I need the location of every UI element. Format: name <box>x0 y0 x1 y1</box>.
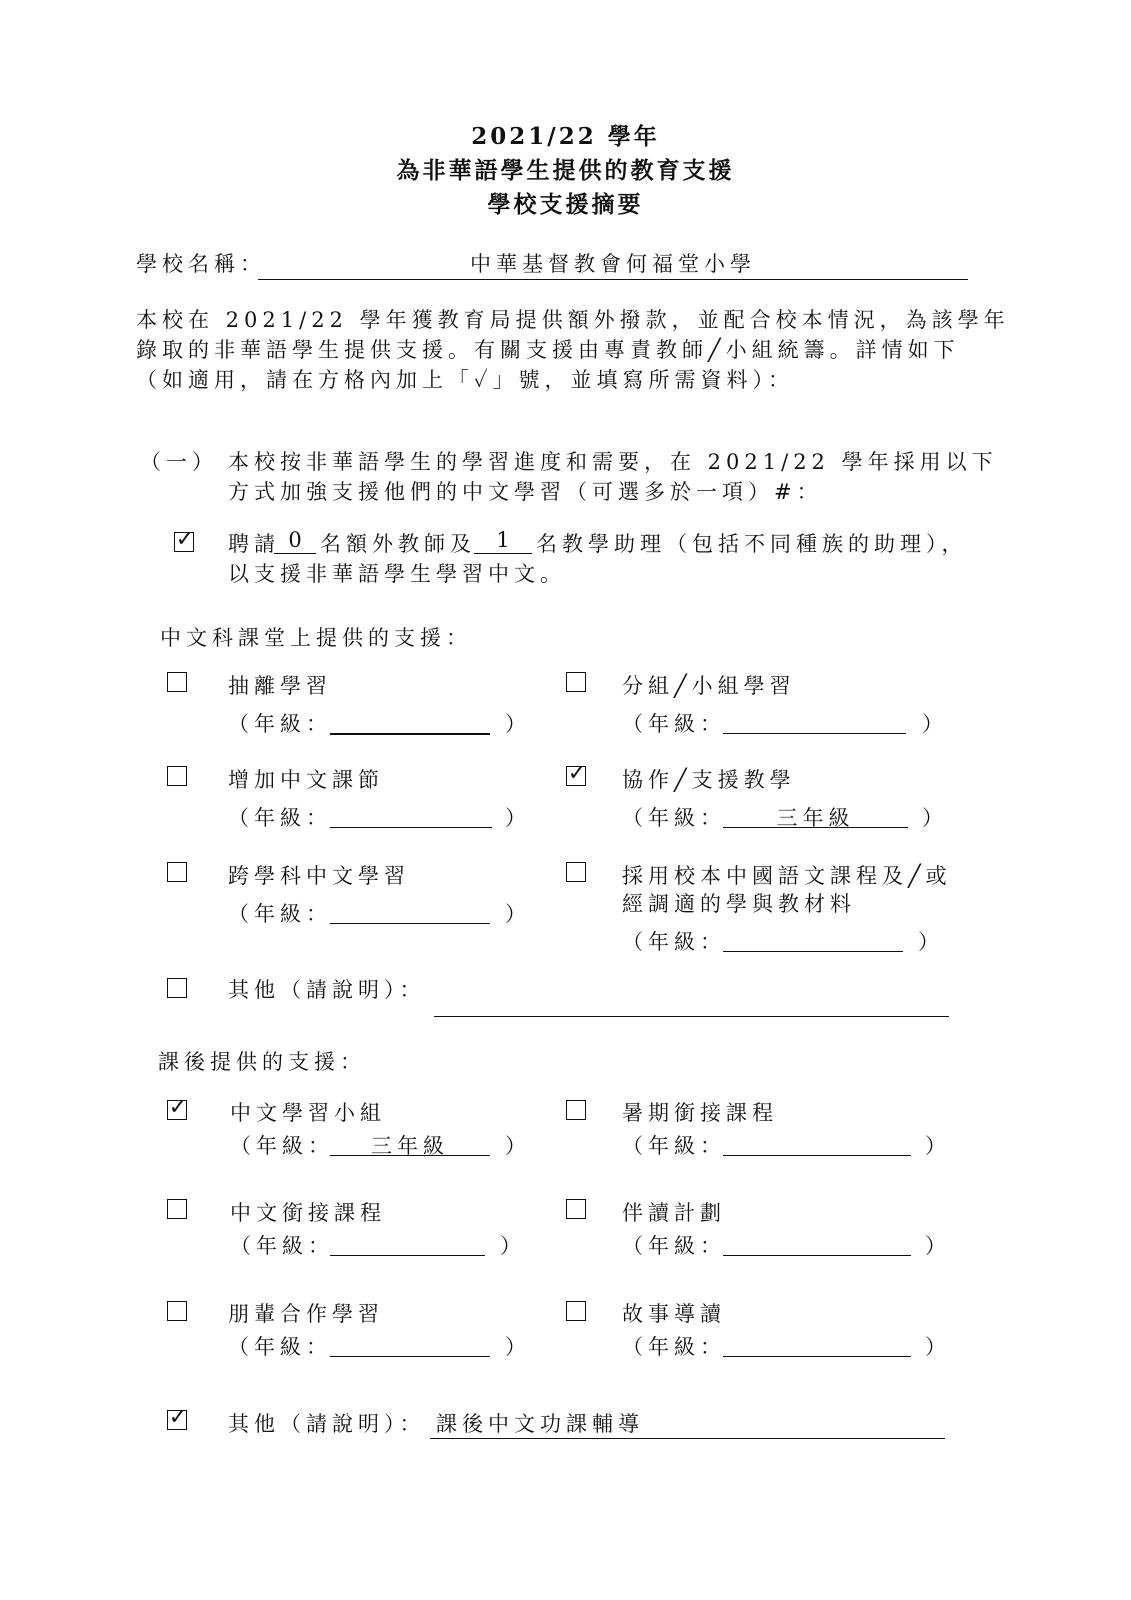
grade-label: （年級： <box>228 902 332 926</box>
grade-label: （年級： <box>230 1234 334 1258</box>
group-learning-grade-underline <box>723 733 906 734</box>
summer-bridging-course-checkbox[interactable] <box>566 1100 586 1120</box>
after-class-other-label: 其他（請說明）： <box>228 1412 426 1436</box>
pull-out-learning-checkbox[interactable] <box>167 672 187 692</box>
grade-close: ） <box>922 712 943 736</box>
peer-cooperative-learning-label: 朋輩合作學習 <box>228 1302 384 1326</box>
school-based-curriculum-label-2: 經調適的學與教材料 <box>622 892 856 916</box>
grade-close: ） <box>505 1134 526 1158</box>
teaching-assistants-count[interactable]: 1 <box>496 528 510 552</box>
school-name-underline <box>258 279 968 280</box>
extra-chinese-lessons-checkbox[interactable] <box>167 766 187 786</box>
grade-label: （年級： <box>230 1134 334 1158</box>
school-based-curriculum-grade-underline <box>723 951 903 952</box>
grade-close: ） <box>505 712 526 736</box>
guided-story-reading-grade-underline <box>723 1356 911 1357</box>
reading-partner-scheme-label: 伴讀計劃 <box>622 1201 726 1225</box>
group-learning-label: 分組╱小組學習 <box>622 674 796 698</box>
in-class-other-checkbox[interactable] <box>167 978 187 998</box>
co-teaching-grade[interactable]: 三年級 <box>776 806 855 830</box>
intro-line-2: 錄取的非華語學生提供支援。有關支援由專責教師╱小組統籌。詳情如下 <box>136 338 960 362</box>
after-class-support-heading: 課後提供的支援： <box>158 1050 366 1074</box>
grade-close: ） <box>918 930 939 954</box>
extra-teachers-count[interactable]: 0 <box>288 528 302 552</box>
school-name-value[interactable]: 中華基督教會何福堂小學 <box>470 252 756 276</box>
pull-out-learning-label: 抽離學習 <box>228 674 332 698</box>
peer-cooperative-learning-grade-underline <box>330 1356 490 1357</box>
grade-close: ） <box>505 902 526 926</box>
teachers-underline <box>274 553 316 554</box>
group-learning-checkbox[interactable] <box>566 672 586 692</box>
document-title: 為非華語學生提供的教育支援 <box>396 157 735 184</box>
grade-close: ） <box>925 1335 946 1359</box>
extra-chinese-lessons-label: 增加中文課節 <box>228 768 384 792</box>
peer-cooperative-learning-checkbox[interactable] <box>167 1301 187 1321</box>
chinese-bridging-course-checkbox[interactable] <box>167 1199 187 1219</box>
check-mark-icon: ✓ <box>175 527 195 552</box>
grade-close: ） <box>925 1134 946 1158</box>
guided-story-reading-checkbox[interactable] <box>566 1301 586 1321</box>
cross-curricular-learning-grade-underline <box>330 923 490 924</box>
assistants-underline <box>474 553 532 554</box>
cross-curricular-learning-checkbox[interactable] <box>167 862 187 882</box>
co-teaching-label: 協作╱支援教學 <box>622 768 796 792</box>
section-1-line-2: 方式加強支援他們的中文學習（可選多於一項）#： <box>228 480 823 504</box>
in-class-other-label: 其他（請說明）： <box>228 978 426 1002</box>
guided-story-reading-label: 故事導讀 <box>622 1302 726 1326</box>
grade-label: （年級： <box>622 1234 726 1258</box>
grade-label: （年級： <box>228 806 332 830</box>
chinese-bridging-course-grade-underline <box>330 1255 485 1256</box>
hire-text-line-2: 以支援非華語學生學習中文。 <box>228 562 566 586</box>
hire-text-part-1: 聘請 <box>228 532 280 556</box>
extra-chinese-lessons-grade-underline <box>330 827 492 828</box>
pull-out-learning-grade-underline <box>330 733 490 735</box>
document-year: 2021/22 學年 <box>471 123 660 150</box>
hire-text-part-2: 名額外教師及 <box>320 532 476 556</box>
after-class-other-value[interactable]: 課後中文功課輔導 <box>436 1412 644 1436</box>
grade-close: ） <box>505 806 526 830</box>
intro-line-1: 本校在 2021/22 學年獲教育局提供額外撥款，並配合校本情況，為該學年 <box>136 308 1010 332</box>
chinese-learning-group-grade[interactable]: 三年級 <box>371 1134 449 1158</box>
school-name-label: 學校名稱： <box>136 252 266 276</box>
after-class-other-checkbox[interactable] <box>167 1405 188 1430</box>
school-based-curriculum-label: 採用校本中國語文課程及╱或 <box>622 864 952 888</box>
cross-curricular-learning-label: 跨學科中文學習 <box>228 864 410 888</box>
document-subtitle: 學校支援摘要 <box>487 191 644 218</box>
chinese-learning-group-label: 中文學習小組 <box>230 1101 386 1125</box>
grade-close: ） <box>500 1234 521 1258</box>
chinese-learning-group-checkbox[interactable] <box>167 1095 188 1120</box>
check-mark-icon: ✓ <box>567 761 587 786</box>
grade-label: （年級： <box>622 1134 726 1158</box>
hire-text-part-3: 名教學助理（包括不同種族的助理）， <box>536 532 968 556</box>
hire-checkbox[interactable] <box>174 527 195 552</box>
intro-line-3: （如適用，請在方格內加上「✓」號，並填寫所需資料）： <box>136 368 795 392</box>
check-mark-icon: ✓ <box>168 1405 188 1430</box>
co-teaching-checkbox[interactable] <box>566 761 587 786</box>
check-mark-icon: ✓ <box>168 1095 188 1120</box>
reading-partner-scheme-checkbox[interactable] <box>566 1199 586 1219</box>
grade-label: （年級： <box>622 712 726 736</box>
grade-close: ） <box>505 1335 526 1359</box>
school-based-curriculum-checkbox[interactable] <box>566 862 586 882</box>
grade-label: （年級： <box>622 806 726 830</box>
grade-label: （年級： <box>622 1335 726 1359</box>
grade-label: （年級： <box>228 1335 332 1359</box>
grade-label: （年級： <box>622 930 726 954</box>
after-class-other-underline <box>430 1438 945 1439</box>
in-class-other-underline <box>434 1016 949 1017</box>
grade-label: （年級： <box>228 712 332 736</box>
summer-bridging-course-label: 暑期銜接課程 <box>622 1101 778 1125</box>
chinese-bridging-course-label: 中文銜接課程 <box>230 1201 386 1225</box>
in-class-support-heading: 中文科課堂上提供的支援： <box>160 626 472 650</box>
section-1-line-1: 本校按非華語學生的學習進度和需要，在 2021/22 學年採用以下 <box>228 450 998 474</box>
grade-close: ） <box>925 1234 946 1258</box>
grade-close: ） <box>922 806 943 830</box>
summer-bridging-course-grade-underline <box>723 1155 911 1156</box>
section-1-number: （一） <box>140 450 218 474</box>
reading-partner-scheme-grade-underline <box>723 1255 911 1256</box>
